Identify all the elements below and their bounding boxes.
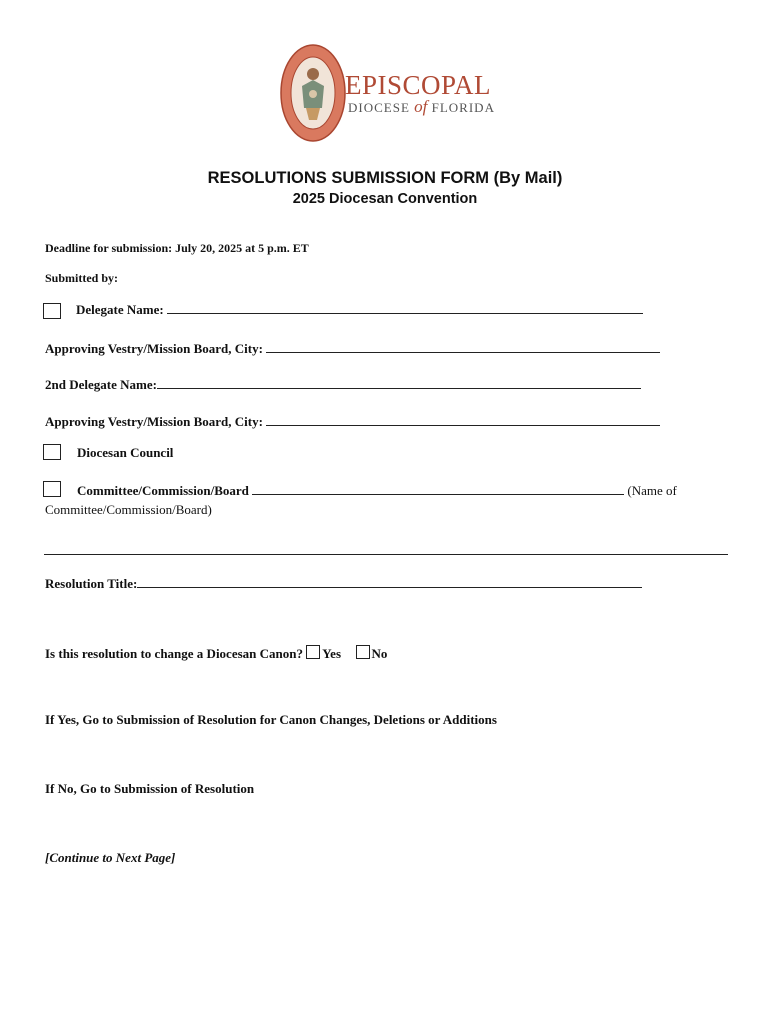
continue-note: [Continue to Next Page] [45,850,176,865]
delegate-name-field[interactable] [167,301,643,314]
committee-label: Committee/Commission/Board [77,483,249,498]
if-yes-instruction: If Yes, Go to Submission of Resolution for Canon Changes, Deletions or Additions [45,712,497,727]
delegate-name-row [76,301,643,318]
brand-sub-left: DIOCESE [348,100,410,115]
brand-sub-right: FLORIDA [431,100,495,115]
form-title: RESOLUTIONS SUBMISSION FORM (By Mail) [207,169,563,187]
committee-name-field[interactable] [252,482,624,495]
approving-board-label-1: Approving Vestry/Mission Board, City: [45,341,263,356]
submitted-by-label: Submitted by: [45,271,119,285]
brand-sub-of: of [414,97,428,116]
no-checkbox[interactable] [356,645,370,659]
canon-question-row [45,645,387,662]
approving-board-row-2 [45,413,660,430]
form-subtitle: 2025 Diocesan Convention [292,191,478,207]
approving-board-label-2: Approving Vestry/Mission Board, City: [45,414,263,429]
approving-board-field-1[interactable] [266,340,660,353]
yes-checkbox[interactable] [306,645,320,659]
no-label: No [371,646,388,661]
brand-subtitle [348,98,495,115]
yes-label: Yes [322,646,342,661]
committee-row [77,482,677,499]
section-divider [44,554,728,555]
if-no-instruction: If No, Go to Submission of Resolution [45,781,255,796]
resolution-title-field[interactable] [137,575,642,588]
second-delegate-field[interactable] [157,376,641,389]
diocesan-council-label: Diocesan Council [77,445,174,460]
committee-checkbox[interactable] [43,481,61,497]
second-delegate-row [45,376,641,393]
delegate-name-label: Delegate Name: [76,302,164,317]
second-delegate-label: 2nd Delegate Name: [45,377,157,392]
resolution-title-row [45,575,642,592]
committee-suffix: (Name of [627,483,677,498]
brand-wordmark: EPISCOPAL [345,70,492,100]
delegate-checkbox[interactable] [43,303,61,319]
approving-board-row-1 [45,340,660,357]
diocese-seal-icon [280,44,346,142]
diocesan-council-checkbox[interactable] [43,444,61,460]
committee-suffix-2: Committee/Commission/Board) [45,502,212,517]
deadline-text: Deadline for submission: July 20, 2025 at 5 p.m. ET [45,241,309,255]
resolution-title-label: Resolution Title: [45,576,138,591]
approving-board-field-2[interactable] [266,413,660,426]
canon-question: Is this resolution to change a Diocesan Canon? [45,646,303,661]
